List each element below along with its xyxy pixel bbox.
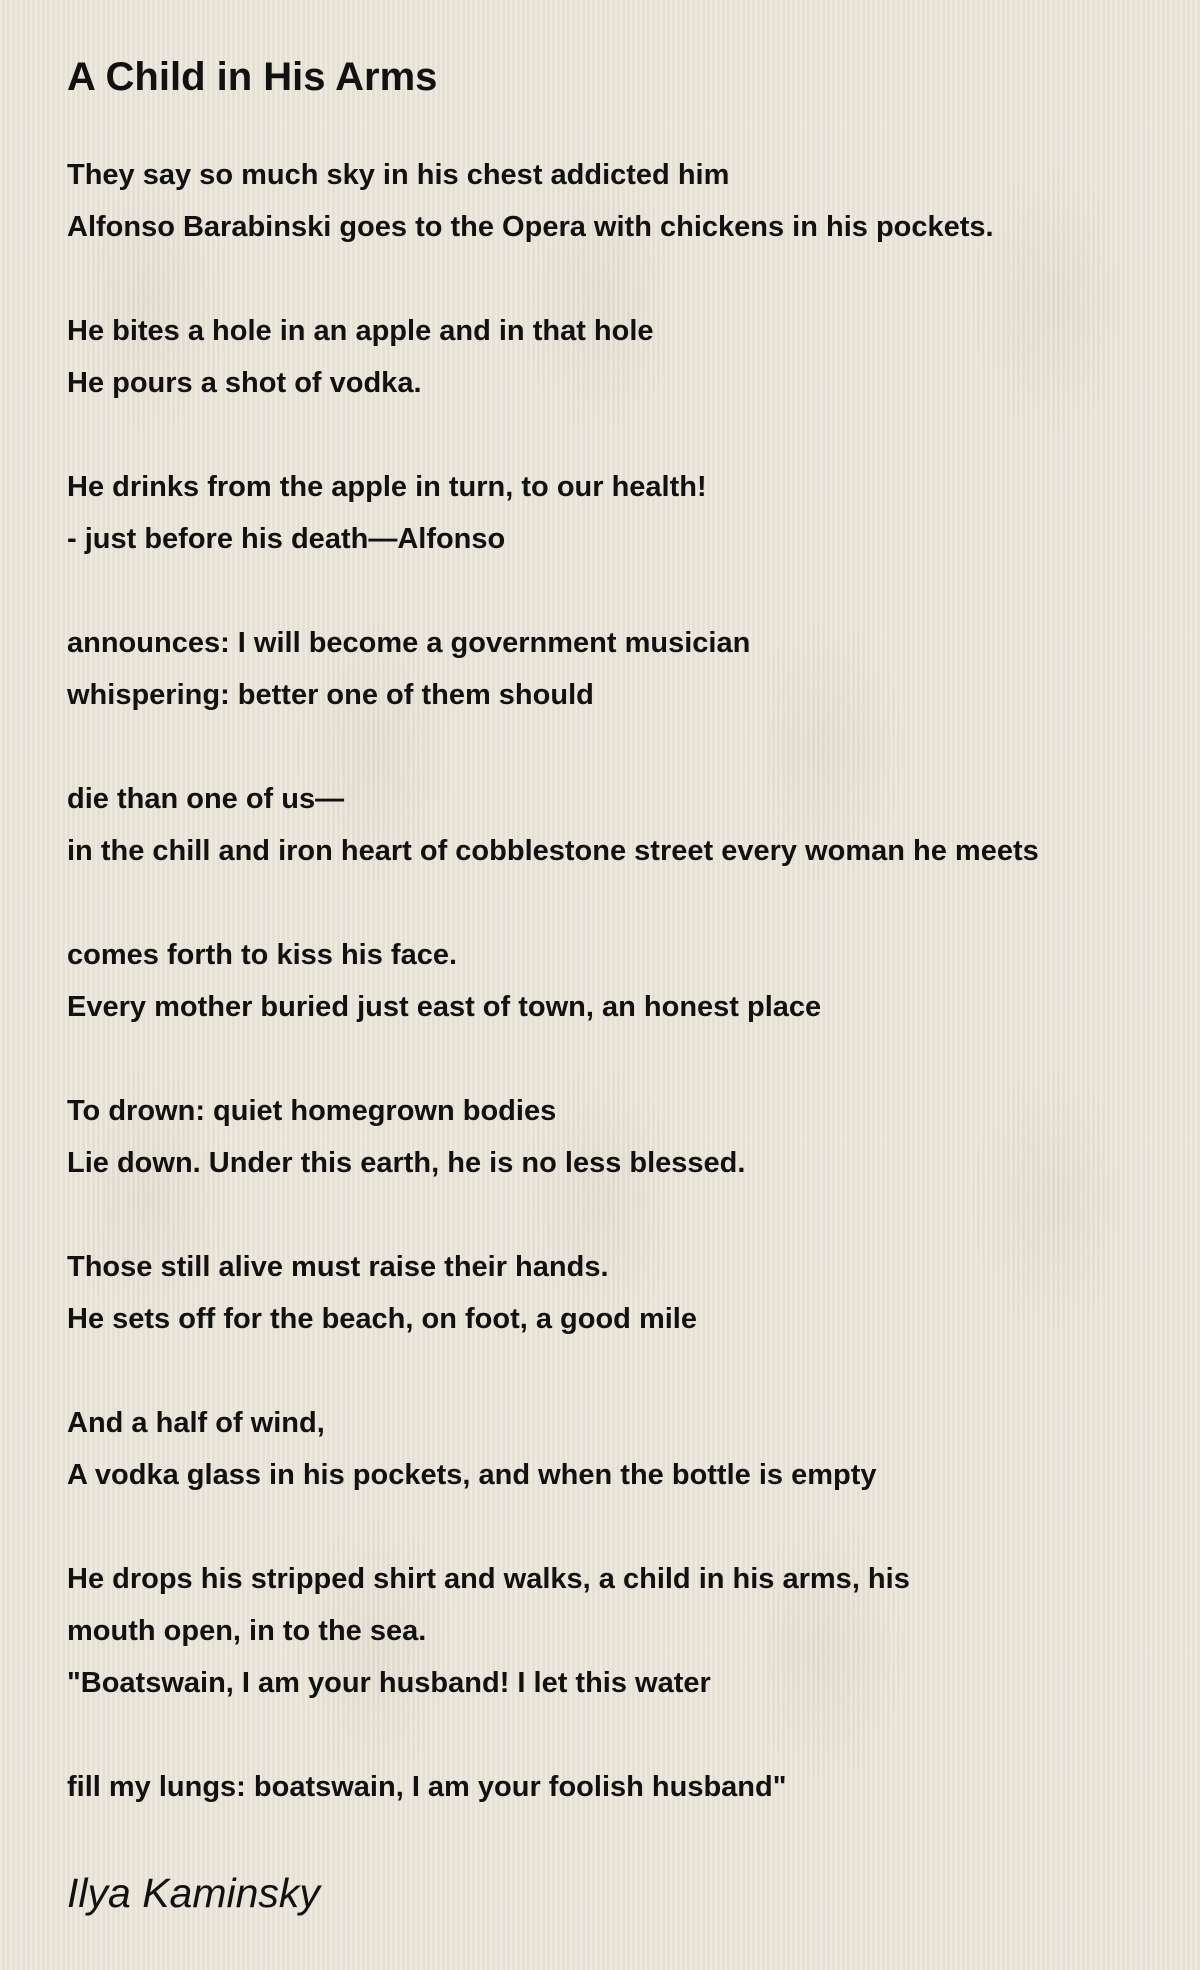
poem-line: in the chill and iron heart of cobblestone street every woman he meets: [67, 835, 1039, 867]
poem-body: [67, 149, 1187, 1865]
stanza: [67, 1761, 1187, 1813]
poem-line: die than one of us—: [67, 783, 345, 815]
stanza: [67, 617, 1187, 721]
poem-line: fill my lungs: boatswain, I am your foolish husband": [67, 1771, 787, 1803]
stanza: [67, 1085, 1187, 1189]
poem-line: He drinks from the apple in turn, to our health!: [67, 471, 707, 503]
poem-line: - just before his death—Alfonso: [67, 523, 506, 555]
poem-line: mouth open, in to the sea.: [67, 1615, 427, 1647]
stanza: [67, 305, 1187, 409]
stanza: [67, 1241, 1187, 1345]
poem-line: whispering: better one of them should: [67, 679, 594, 711]
poem-line: Every mother buried just east of town, an honest place: [67, 991, 822, 1023]
poem-line: He pours a shot of vodka.: [67, 367, 422, 399]
poem-line: He bites a hole in an apple and in that hole: [67, 315, 654, 347]
stanza: [67, 1397, 1187, 1501]
poem-line: A vodka glass in his pockets, and when the bottle is empty: [67, 1459, 877, 1491]
poem-line: comes forth to kiss his face.: [67, 939, 458, 971]
poem-line: Alfonso Barabinski goes to the Opera with chickens in his pockets.: [67, 211, 994, 243]
stanza: [67, 929, 1187, 1033]
poem-line: And a half of wind,: [67, 1407, 325, 1439]
poem-title: A Child in His Arms: [67, 55, 438, 99]
poem-line: To drown: quiet homegrown bodies: [67, 1095, 557, 1127]
stanza: [67, 773, 1187, 877]
poem-author: Ilya Kaminsky: [67, 1870, 320, 1916]
stanza: [67, 461, 1187, 565]
poem-line: announces: I will become a government musician: [67, 627, 751, 659]
poem-line: "Boatswain, I am your husband! I let this water: [67, 1667, 711, 1699]
poem-line: Those still alive must raise their hands.: [67, 1251, 609, 1283]
poem-line: He drops his stripped shirt and walks, a child in his arms, his: [67, 1563, 910, 1595]
poem-line: They say so much sky in his chest addicted him: [67, 159, 730, 191]
poem-line: He sets off for the beach, on foot, a good mile: [67, 1303, 697, 1335]
stanza: [67, 1553, 1187, 1709]
poem-line: Lie down. Under this earth, he is no less blessed.: [67, 1147, 746, 1179]
stanza: [67, 149, 1187, 253]
